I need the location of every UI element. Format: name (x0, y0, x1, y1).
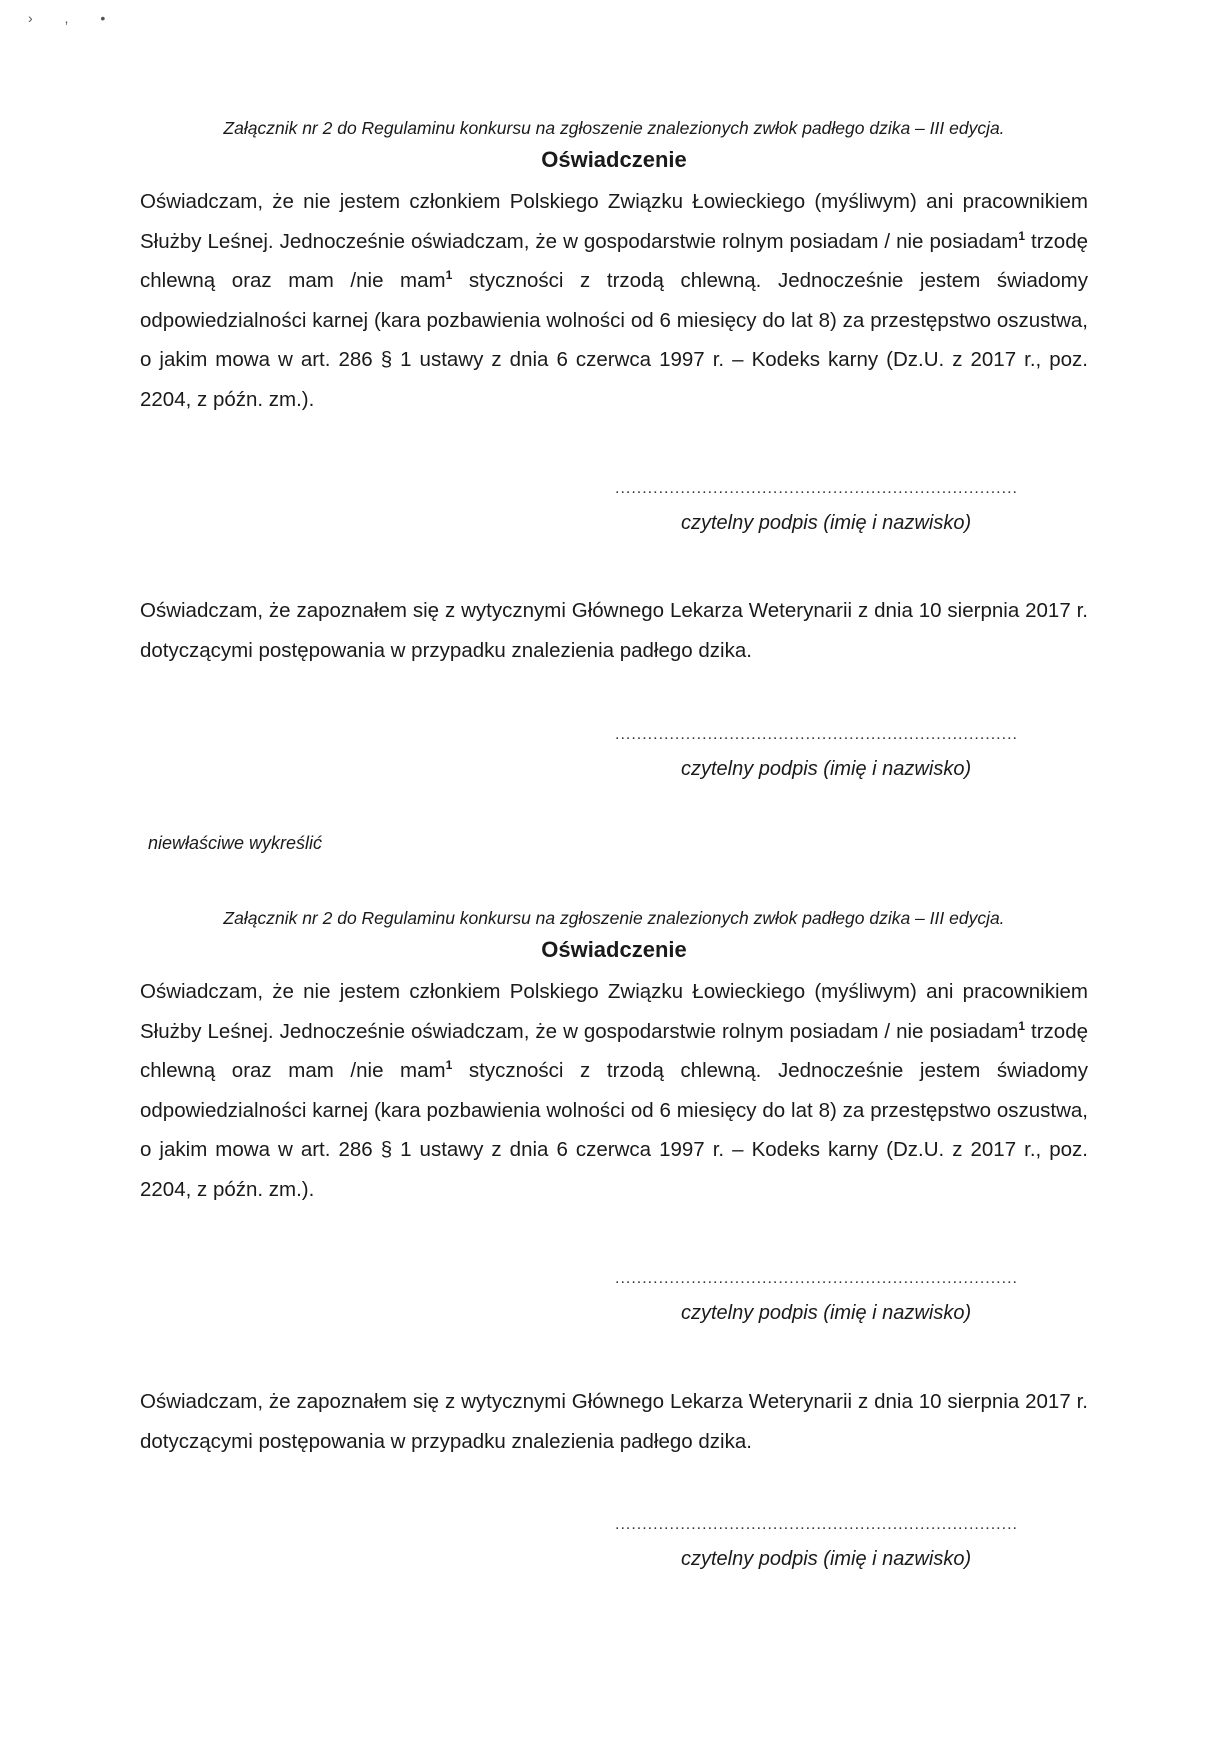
signature-dots: .......................................................................... (615, 1516, 1018, 1533)
annex-title: Załącznik nr 2 do Regulaminu konkursu na zgłoszenie znalezionych zwłok padłego dzika – III edycja. (223, 908, 1005, 928)
statement-guidelines-2 (140, 1382, 1088, 1461)
signature-line-2 (615, 726, 1075, 782)
signature-line-1 (615, 480, 1075, 536)
signature-label: czytelny podpis (imię i nazwisko) (681, 1548, 972, 1570)
signature-label: czytelny podpis (imię i nazwisko) (681, 758, 972, 780)
signature-label: czytelny podpis (imię i nazwisko) (681, 1302, 972, 1324)
statement-paragraph-1: Oświadczam, że nie jestem członkiem Polskiego Związku Łowieckiego (myśliwym) ani pracownikiem Służby Leśnej. Jednocześnie oświadczam, że w gospodarstwie rolnym posiadam / nie posiadam$^1$ trzodę chlewną oraz mam /nie mam$^1$ styczności z trzodą chlewną. Jednocześnie jestem świadomy odpowiedzialności karnej (kara pozbawienia wolności od 6 miesięcy do lat 8) za przestępstwo oszustwa, o jakim mowa w art. 286 § 1 ustawy z dnia 6 czerwca 1997 r. – Kodeks karny (Dz.U. z 2017 r., poz. 2204, z późn. zm.). (140, 980, 1089, 1201)
footnote-marker: 1 (1018, 1018, 1026, 1033)
footnote-marker: 1 (445, 1058, 453, 1073)
signature-dots: .......................................................................... (615, 480, 1018, 497)
footnote: niewłaściwe wykreślić (148, 833, 323, 853)
statement-guidelines-1 (140, 591, 1088, 670)
statement-heading: Oświadczenie (541, 937, 687, 962)
statement-section-2 (140, 906, 1088, 1209)
annex-title: Załącznik nr 2 do Regulaminu konkursu na zgłoszenie znalezionych zwłok padłego dzika – III edycja. (223, 118, 1005, 138)
statement-section-1 (140, 116, 1088, 419)
signature-dots: .......................................................................... (615, 1270, 1018, 1287)
scan-marks: › , • (28, 10, 120, 26)
signature-line-4 (615, 1516, 1075, 1572)
footnote-marker: 1 (1018, 228, 1026, 243)
signature-dots: .......................................................................... (615, 726, 1018, 743)
statement-paragraph-2: Oświadczam, że zapoznałem się z wytycznymi Głównego Lekarza Weterynarii z dnia 10 sierpnia 2017 r. dotyczącymi postępowania w przypadku znalezienia padłego dzika. (140, 1390, 1088, 1453)
signature-line-3 (615, 1270, 1075, 1326)
statement-paragraph-2: Oświadczam, że zapoznałem się z wytycznymi Głównego Lekarza Weterynarii z dnia 10 sierpnia 2017 r. dotyczącymi postępowania w przypadku znalezienia padłego dzika. (140, 599, 1088, 662)
signature-label: czytelny podpis (imię i nazwisko) (681, 512, 972, 534)
footnote-marker: 1 (445, 268, 453, 283)
statement-paragraph-1: Oświadczam, że nie jestem członkiem Polskiego Związku Łowieckiego (myśliwym) ani pracownikiem Służby Leśnej. Jednocześnie oświadczam, że w gospodarstwie rolnym posiadam / nie posiadam$^1$ trzodę chlewną oraz mam /nie mam$^1$ styczności z trzodą chlewną. Jednocześnie jestem świadomy odpowiedzialności karnej (kara pozbawienia wolności od 6 miesięcy do lat 8) za przestępstwo oszustwa, o jakim mowa w art. 286 § 1 ustawy z dnia 6 czerwca 1997 r. – Kodeks karny (Dz.U. z 2017 r., poz. 2204, z późn. zm.). (140, 190, 1089, 411)
statement-heading: Oświadczenie (541, 147, 687, 172)
